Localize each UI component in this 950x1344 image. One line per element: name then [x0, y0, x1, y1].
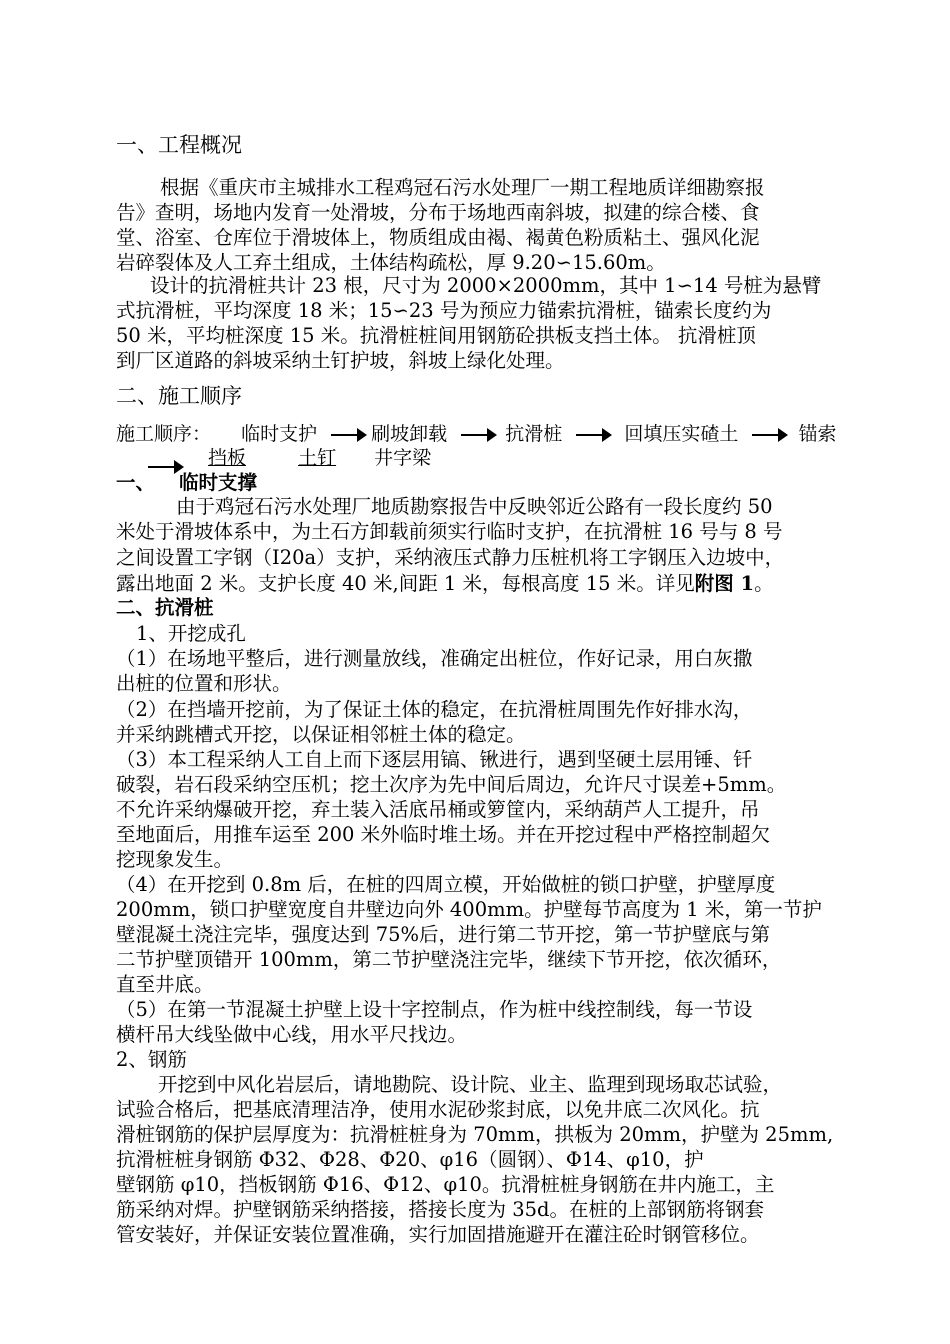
item-line: （5）在第一节混凝土护壁上设十字控制点，作为桩中线控制线，每一节设 [116, 998, 753, 1021]
paragraph-line: 告》查明，场地内发育一处滑坡，分布于场地西南斜坡，拟建的综合楼、食 [116, 201, 760, 224]
item-line: （4）在开挖到 0.8m 后，在桩的四周立模，开始做桩的锁口护壁，护壁厚度 [116, 873, 776, 896]
part-heading [116, 470, 856, 495]
paragraph-line: 50 米，平均桩深度 15 米。抗滑桩桩间用钢筋砼拱板支挡土体。 抗滑桩顶 [116, 324, 756, 347]
paragraph-line: 由于鸡冠石污水处理厂地质勘察报告中反映邻近公路有一段长度约 50 [176, 495, 773, 518]
subsection-heading: 1、开挖成孔 [136, 622, 246, 645]
paragraph-text: 露出地面 2 米。支护长度 40 米,间距 1 米，每根高度 15 米。详见 [116, 572, 695, 595]
item-line: 不允许采纳爆破开挖，弃土装入活底吊桶或箩筐内，采纳葫芦人工提升，吊 [116, 798, 760, 821]
item-line: 并采纳跳槽式开挖，以保证相邻桩土体的稳定。 [116, 723, 526, 746]
paragraph-line: 滑桩钢筋的保护层厚度为：抗滑桩桩身为 70mm，拱板为 20mm，护壁为 25mm, [116, 1123, 834, 1146]
part-heading-title: 临时支撑 [179, 471, 258, 494]
paragraph-text: 。 [754, 572, 774, 595]
paragraph-line: 壁钢筋 φ10，挡板钢筋 Φ16、Φ12、φ10。抗滑桩桩身钢筋在井内施工，主 [116, 1173, 775, 1196]
item-line: （1）在场地平整后，进行测量放线，准确定出桩位，作好记录，用白灰撒 [116, 647, 753, 670]
paragraph-line: 试验合格后，把基底清理洁净，使用水泥砂浆封底，以免井底二次风化。抗 [116, 1098, 760, 1121]
sequence-line [116, 422, 856, 447]
paragraph-line: 开挖到中风化岩层后，请地勘院、设计院、业主、监理到现场取芯试验， [158, 1073, 783, 1096]
sequence-step: 回填压实碴土 [624, 423, 739, 445]
section-heading: 二、施工顺序 [116, 384, 242, 408]
paragraph-line: 堂、浴室、仓库位于滑坡体上，物质组成由褐、褐黄色粉质粘土、强风化泥 [116, 226, 760, 249]
paragraph-line: 设计的抗滑桩共计 23 根，尺寸为 2000×2000mm，其中 1∽14 号桩为悬臂 [150, 274, 822, 297]
paragraph-line: 根据《重庆市主城排水工程鸡冠石污水处理厂一期工程地质详细勘察报 [160, 176, 765, 199]
arrow-icon [148, 466, 180, 468]
part-heading-number: 一、 [116, 471, 156, 494]
sequence-line [116, 446, 856, 471]
paragraph-line: 式抗滑桩，平均深度 18 米；15∽23 号为预应力锚索抗滑桩，锚索长度约为 [116, 299, 772, 322]
arrow-icon [461, 434, 493, 436]
item-line: 出桩的位置和形状。 [116, 672, 292, 695]
part-heading: 二、抗滑桩 [116, 596, 214, 619]
paragraph-line: 抗滑桩桩身钢筋 Φ32、Φ28、Φ20、φ16（圆钢）、Φ14、φ10，护 [116, 1148, 704, 1171]
arrow-icon [752, 434, 784, 436]
item-line: 200mm，锁口护壁宽度自井壁边向外 400mm。护壁每节高度为 1 米，第一节护 [116, 898, 822, 921]
item-line: 直至井底。 [116, 973, 214, 996]
paragraph-line: 管安装好，并保证安装位置准确，实行加固措施避开在灌注砼时钢管移位。 [116, 1223, 760, 1246]
item-line: 挖现象发生。 [116, 848, 234, 871]
arrow-icon [331, 434, 363, 436]
paragraph-line: 筋采纳对焊。护壁钢筋采纳搭接，搭接长度为 35d。在桩的上部钢筋将钢套 [116, 1198, 764, 1221]
figure-reference: 附图 1 [694, 572, 755, 595]
subsection-heading: 2、钢筋 [116, 1048, 187, 1071]
sequence-step: 临时支护 [241, 423, 318, 445]
sequence-step: 土钉 [298, 447, 337, 469]
arrow-icon [576, 434, 608, 436]
paragraph-line: 之间设置工字钢（I20a）支护，采纳液压式静力压桩机将工字钢压入边坡中， [116, 546, 785, 569]
item-line: 至地面后，用推车运至 200 米外临时堆土场。并在开挖过程中严格控制超欠 [116, 823, 771, 846]
paragraph-line [116, 571, 856, 596]
sequence-label: 施工顺序： [116, 423, 212, 445]
sequence-step: 刷坡卸载 [371, 423, 448, 445]
paragraph-line: 岩碎裂体及人工弃土组成，土体结构疏松，厚 9.20∽15.60m。 [116, 251, 666, 274]
sequence-step: 挡板 [208, 447, 247, 469]
item-line: （3）本工程采纳人工自上而下逐层用镐、锹进行，遇到坚硬土层用锤、钎 [116, 748, 753, 771]
item-line: 壁混凝土浇注完毕，强度达到 75%后，进行第二节开挖，第一节护壁底与第 [116, 923, 771, 946]
section-heading: 一、工程概况 [116, 133, 242, 157]
paragraph-line: 米处于滑坡体系中，为土石方卸载前须实行临时支护，在抗滑桩 16 号与 8 号 [116, 520, 783, 543]
item-line: 横杆吊大线坠做中心线，用水平尺找边。 [116, 1023, 468, 1046]
sequence-step: 锚索 [798, 423, 837, 445]
item-line: 二节护壁顶错开 100mm，第二节护壁浇注完毕，继续下节开挖，依次循环， [116, 948, 782, 971]
paragraph-line: 到厂区道路的斜坡采纳土钉护坡，斜坡上绿化处理。 [116, 349, 565, 372]
item-line: （2）在挡墙开挖前，为了保证土体的稳定，在抗滑桩周围先作好排水沟， [116, 698, 753, 721]
sequence-step: 井字梁 [374, 447, 432, 469]
item-line: 破裂，岩石段采纳空压机；挖土次序为先中间后周边，允许尺寸误差+5mm。 [116, 773, 787, 796]
sequence-step: 抗滑桩 [505, 423, 563, 445]
